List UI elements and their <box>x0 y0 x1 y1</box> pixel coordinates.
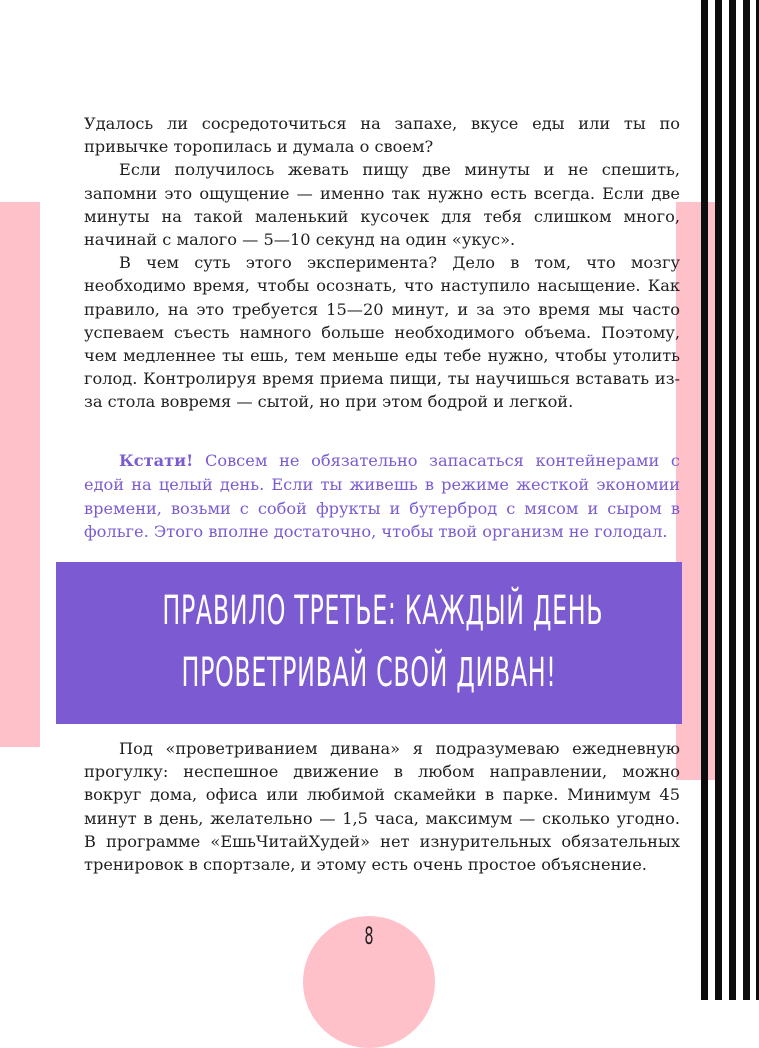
heading-line-1: ПРАВИЛО ТРЕТЬЕ: КАЖДЫЙ ДЕНЬ <box>162 588 604 634</box>
black-stripes-decor <box>701 0 759 1000</box>
stripe <box>743 0 750 1000</box>
stripe <box>729 0 736 1000</box>
paragraph: Под «проветриванием дивана» я подразумеваю ежедневную прогулку: неспешное движение в любом направлении, можно вокруг дома, офиса или любимой скамейки в парке. Минимум 45 минут в день, желательно — 1,5 часа, максимум — сколько угодно. В программе «ЕшьЧитайХудей» нет изнурительных обязательных тренировок в спортзале, и этому есть очень простое объяснение. <box>84 739 680 875</box>
body-text-top <box>84 112 680 414</box>
tip-paragraph <box>84 449 680 544</box>
tip-note <box>84 449 680 544</box>
paragraph: Удалось ли сосредоточиться на запахе, вкусе еды или ты по привычке торопилась и думала о своем? <box>84 114 680 157</box>
body-text-bottom <box>84 737 680 876</box>
pink-decor-left <box>0 202 40 747</box>
paragraph: В чем суть этого эксперимента? Дело в том, что мозгу необходимо время, чтобы осознать, что наступило насыщение. Как правило, на это требуется 15—20 минут, и за это время мы часто успеваем съесть намного больше необходимого объема. Поэтому, чем медленнее ты ешь, тем меньше еды тебе нужно, чтобы утолить голод. Контролируя время приема пищи, ты научишься вставать из-за стола вовремя — сытой, но при этом бодрой и легкой. <box>84 253 680 412</box>
tip-label: Кстати! <box>119 451 194 470</box>
stripe <box>701 0 708 1000</box>
section-heading <box>162 580 604 704</box>
page-number: 8 <box>364 922 374 950</box>
stripe <box>715 0 722 1000</box>
tip-text: Совсем не обязательно запасаться контейнерами с едой на целый день. Если ты живешь в режиме жесткой экономии времени, возьми с собой фрукты и бутерброд с мясом и сыром в фольге. Этого вполне достаточно, чтобы твой организм не голодал. <box>84 451 680 542</box>
section-heading-band <box>56 562 682 724</box>
heading-line-2: ПРОВЕТРИВАЙ СВОЙ ДИВАН! <box>181 650 557 696</box>
paragraph: Если получилось жевать пищу две минуты и не спешить, запомни это ощущение — именно так нужно есть всегда. Если две минуты на такой маленький кусочек для тебя слишком много, начинай с малого — 5—10 секунд на один «укус». <box>84 160 680 250</box>
